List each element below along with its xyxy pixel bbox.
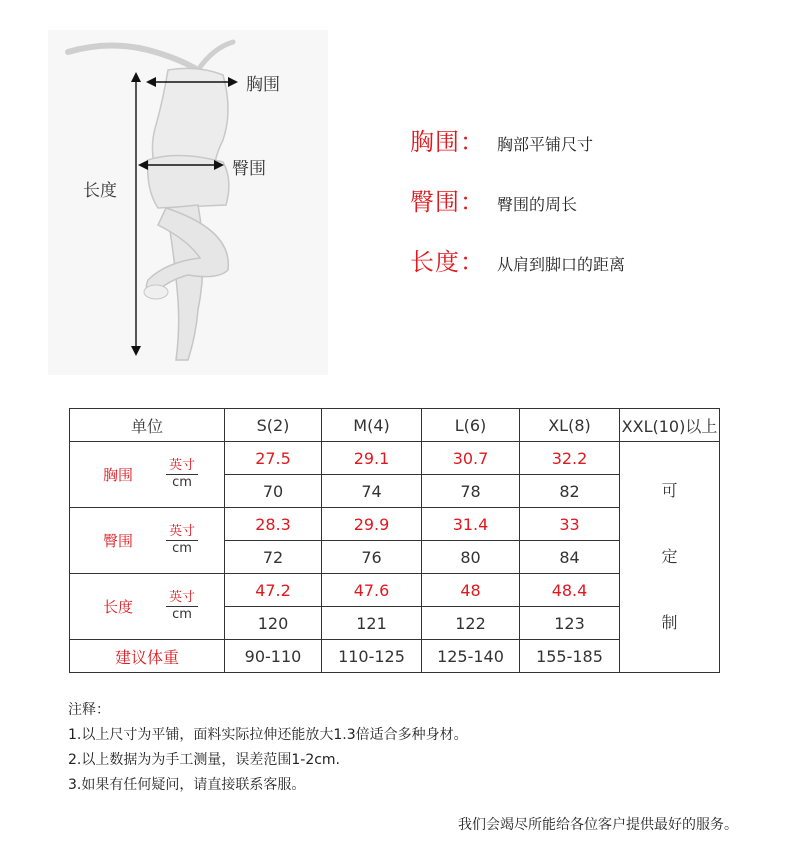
table-cell: 32.2 [520, 442, 620, 475]
custom-char: 可 [661, 481, 678, 500]
table-cell: 48.4 [520, 574, 620, 607]
table-cell: 47.6 [322, 574, 422, 607]
legend-value: 从肩到脚口的距离 [497, 255, 626, 274]
table-cell: 29.1 [322, 442, 422, 475]
custom-note [620, 442, 720, 673]
custom-char: 定 [661, 547, 678, 566]
measure-name: 胸围 [102, 466, 133, 484]
table-cell: 78 [422, 475, 520, 508]
table-header-row [70, 409, 720, 442]
header-size: L(6) [422, 409, 520, 442]
table-cell: 120 [225, 607, 322, 640]
table-cell: 90-110 [225, 640, 322, 673]
measure-name: 臀围 [102, 532, 133, 550]
table-cell: 80 [422, 541, 520, 574]
table-cell: 122 [422, 607, 520, 640]
table-cell: 121 [322, 607, 422, 640]
table-cell: 29.9 [322, 508, 422, 541]
table-cell: 47.2 [225, 574, 322, 607]
row-label-chest [70, 442, 225, 508]
table-cell: 30.7 [422, 442, 520, 475]
footer-text: 我们会竭尽所能给各位客户提供最好的服务。 [458, 817, 738, 833]
hip-label: 臀围 [232, 159, 266, 179]
table-cell: 33 [520, 508, 620, 541]
table-cell: 72 [225, 541, 322, 574]
note-item: 3.如果有任何疑问，请直接联系客服。 [68, 777, 306, 793]
unit-inch: 英寸 [166, 524, 198, 541]
legend-key: 臀围： [410, 188, 485, 216]
weight-label: 建议体重 [70, 640, 225, 673]
notes-title: 注释： [68, 702, 110, 718]
unit-cm: cm [172, 475, 192, 490]
header-size: XXL(10)以上 [620, 409, 720, 442]
note-item: 1.以上尺寸为平铺，面料实际拉伸还能放大1.3倍适合多种身材。 [68, 727, 468, 743]
table-cell: 125-140 [422, 640, 520, 673]
legend-key: 长度： [410, 248, 485, 276]
header-size: XL(8) [520, 409, 620, 442]
table-cell: 28.3 [225, 508, 322, 541]
size-table [69, 408, 720, 673]
legend-hip [410, 182, 577, 217]
table-cell: 48 [422, 574, 520, 607]
legend-value: 胸部平铺尺寸 [497, 135, 594, 154]
unit-inch: 英寸 [166, 458, 198, 475]
legend-value: 臀围的周长 [497, 195, 578, 214]
unit-inch: 英寸 [166, 590, 198, 607]
table-cell: 123 [520, 607, 620, 640]
legend-key: 胸围： [410, 128, 485, 156]
note-item: 2.以上数据为为手工测量，误差范围1-2cm. [68, 752, 341, 768]
legend-chest [410, 122, 593, 157]
table-cell: 82 [520, 475, 620, 508]
table-cell: 74 [322, 475, 422, 508]
table-cell: 27.5 [225, 442, 322, 475]
measure-name: 长度 [102, 598, 133, 616]
table-cell: 84 [520, 541, 620, 574]
length-label: 长度 [83, 181, 117, 201]
row-label-hip [70, 508, 225, 574]
row-label-length [70, 574, 225, 640]
unit-cm: cm [172, 541, 192, 556]
header-size: M(4) [322, 409, 422, 442]
unit-cm: cm [172, 607, 192, 622]
notes [68, 698, 468, 798]
table-cell: 31.4 [422, 508, 520, 541]
header-size: S(2) [225, 409, 322, 442]
table-row [70, 442, 720, 475]
table-cell: 110-125 [322, 640, 422, 673]
custom-char: 制 [661, 613, 678, 632]
model-sketch [48, 30, 328, 375]
table-cell: 155-185 [520, 640, 620, 673]
header-unit: 单位 [70, 409, 225, 442]
table-cell: 70 [225, 475, 322, 508]
chest-label: 胸围 [246, 75, 280, 95]
table-cell: 76 [322, 541, 422, 574]
legend-length [410, 242, 625, 277]
